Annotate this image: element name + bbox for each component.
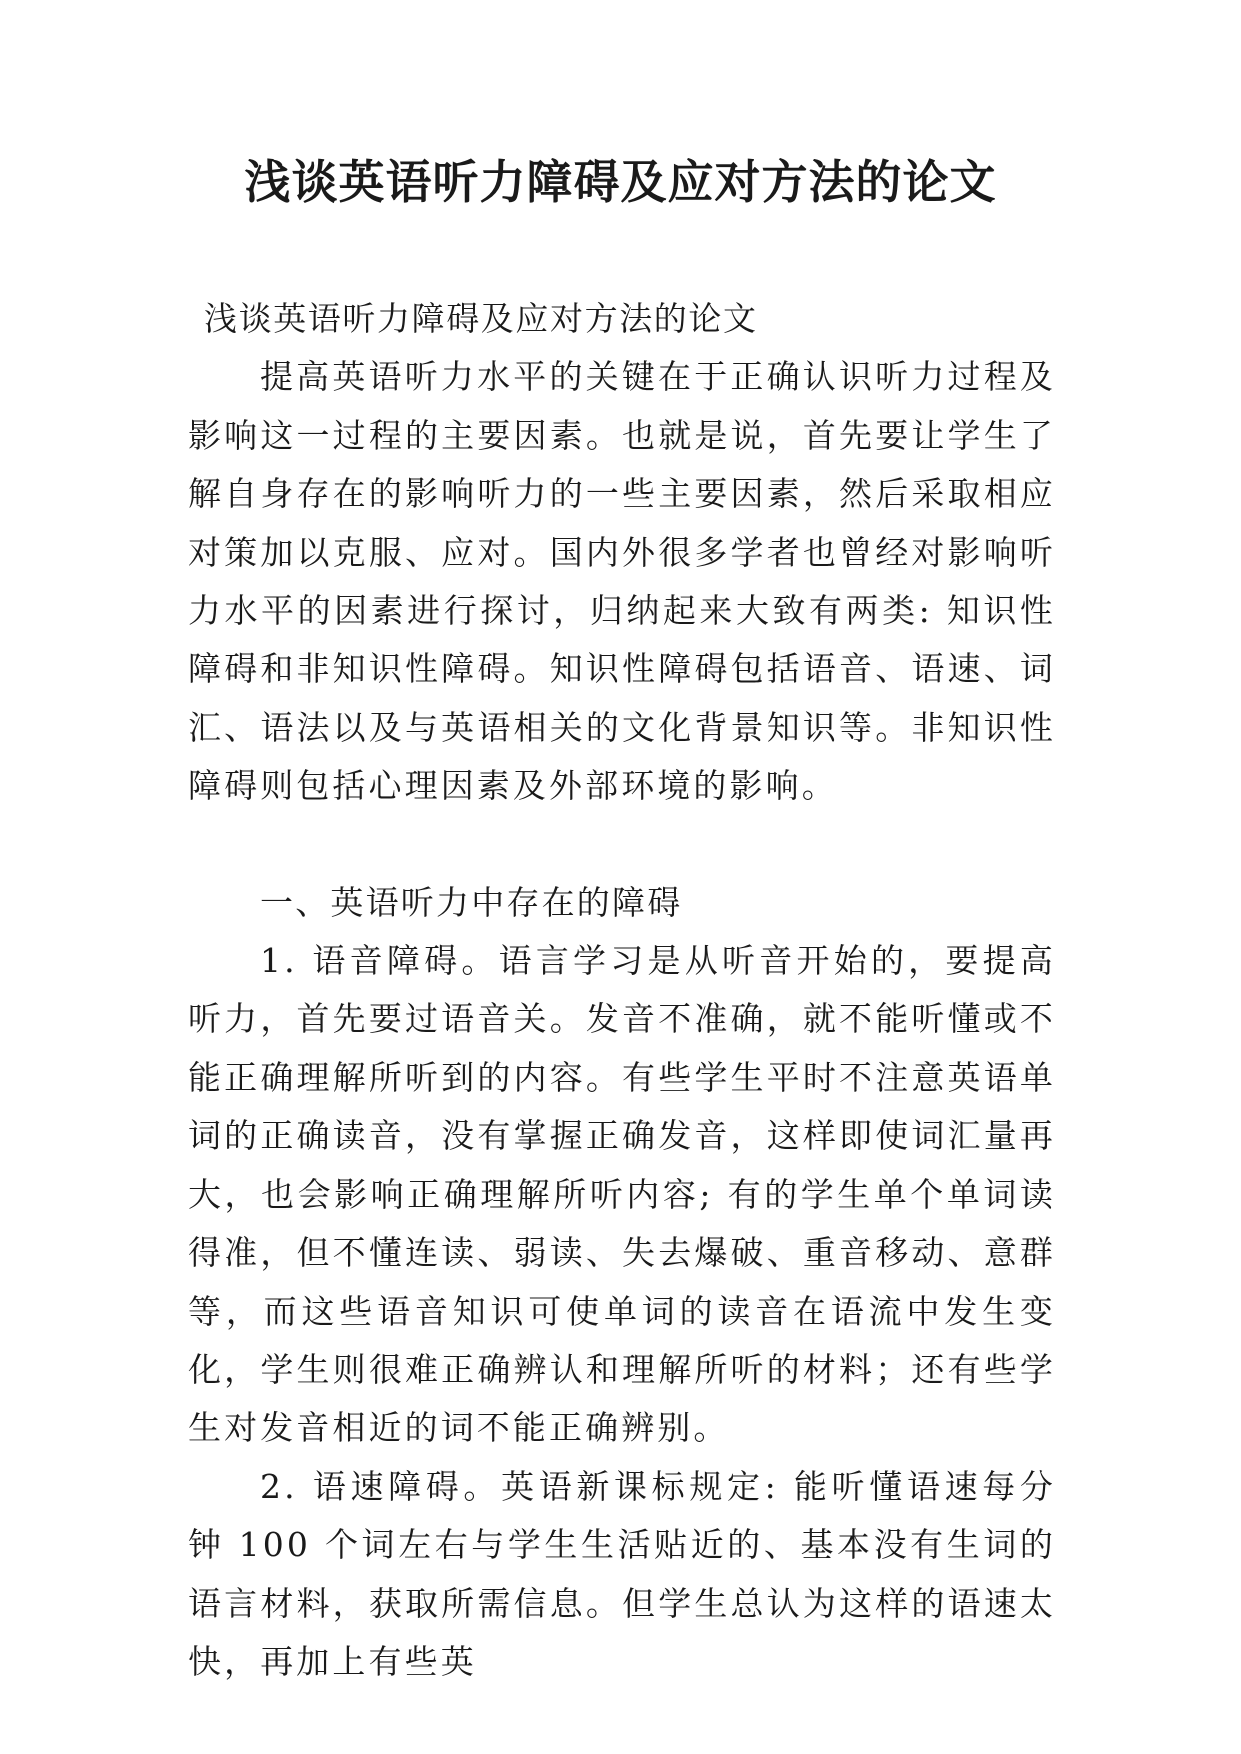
section-heading: 一、英语听力中存在的障碍	[260, 882, 683, 922]
intro-paragraph: 提高英语听力水平的关键在于正确认识听力过程及影响这一过程的主要因素。也就是说，首先要让学生了解自身存在的影响听力的一些主要因素，然后采取相应对策加以克服、应对。国内外很多学者也曾经对影响听力水平的因素进行探讨，归纳起来大致有两类: 知识性障碍和非知识性障碍。知识性障碍包括语音、语速、词汇、语法以及与英语相关的文化背景知识等。非知识性障碍则包括心理因素及外部环境的影响。	[188, 357, 1056, 806]
item-paragraph-2: 2. 语速障碍。英语新课标规定: 能听懂语速每分钟 100 个词左右与学生生活贴近的、基本没有生词的语言材料，获取所需信息。但学生总认为这样的语速太快，再加上有些英	[188, 1466, 1056, 1681]
document-title: 浅谈英语听力障碍及应对方法的论文	[244, 155, 997, 209]
item-paragraph-1: 1. 语音障碍。语言学习是从听音开始的，要提高听力，首先要过语音关。发音不准确，就不能听懂或不能正确理解所听到的内容。有些学生平时不注意英语单词的正确读音，没有掌握正确发音，这样即使词汇量再大，也会影响正确理解所听内容; 有的学生单个单词读得准，但不懂连读、弱读、失去爆破、重音移动、意群等，而这些语音知识可使单词的读音在语流中发生变化，学生则很难正确辨认和理解所听的材料；还有些学生对发音相近的词不能正确辨别。	[188, 941, 1056, 1448]
document-subtitle: 浅谈英语听力障碍及应对方法的论文	[204, 299, 758, 338]
document-body	[188, 290, 1056, 1691]
